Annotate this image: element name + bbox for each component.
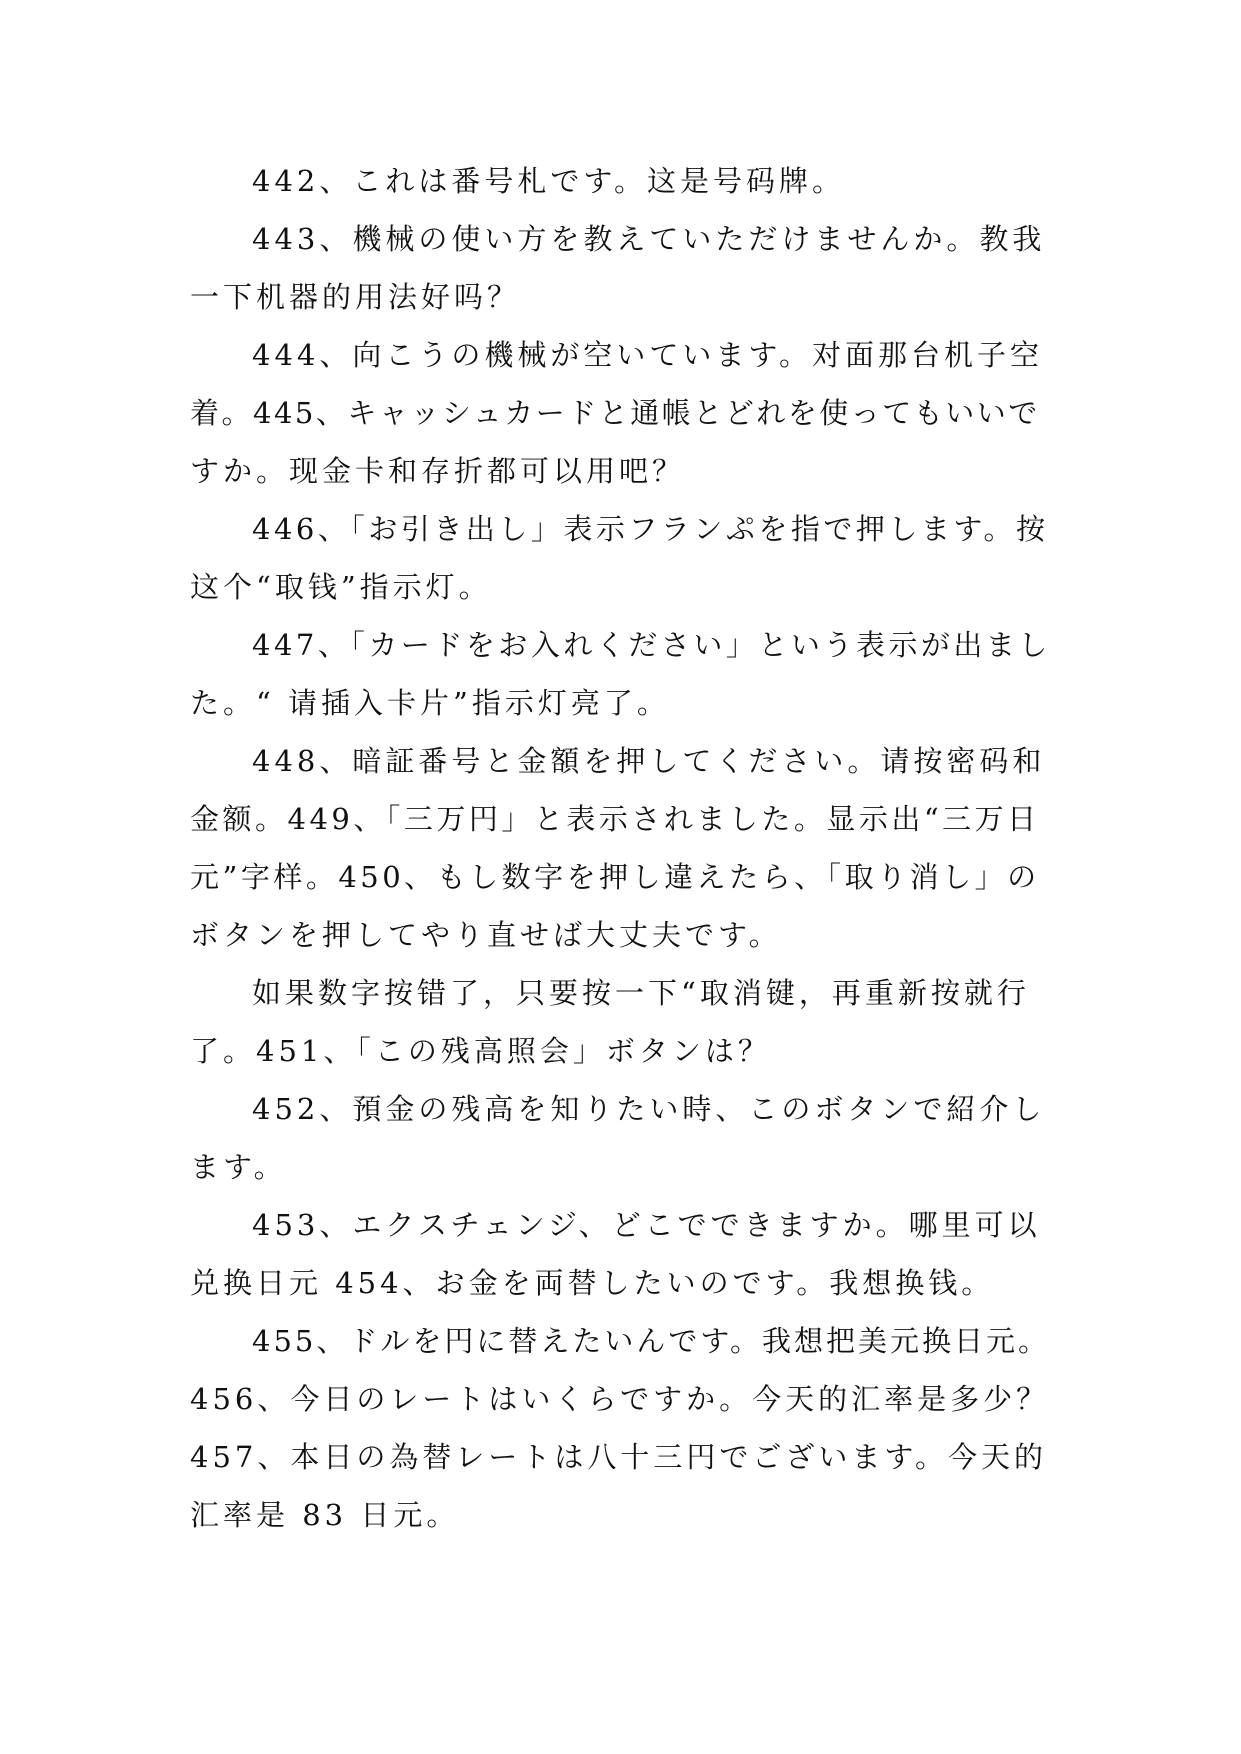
text-line: 着。445、キャッシュカードと通帳とどれを使ってもいいで xyxy=(190,396,1040,430)
text-line: 一下机器的用法好吗？ xyxy=(190,280,521,314)
text-line: すか。现金卡和存折都可以用吧？ xyxy=(190,454,686,488)
text-line: 元”字样。450、もし数字を押し違えたら、「取り消し」の xyxy=(190,860,1040,894)
document-body xyxy=(190,152,1052,1544)
text-line: 汇率是 83 日元。 xyxy=(190,1498,460,1532)
text-line: 452、預金の残高を知りたい時、このボタンで紹介し xyxy=(252,1092,1046,1126)
text-line: 442、これは番号札です。这是号码牌。 xyxy=(252,164,846,198)
text-line: 448、暗証番号と金額を押してください。请按密码和 xyxy=(252,744,1046,778)
text-line: 444、向こうの機械が空いています。对面那台机子空 xyxy=(252,338,1044,372)
text-line: 如果数字按错了，只要按一下“取消键，再重新按就行 xyxy=(252,976,1030,1010)
text-line: 456、今日のレートはいくらですか。今天的汇率是多少？ xyxy=(190,1382,1050,1416)
text-line: 金额。449、「三万円」と表示されました。显示出“三万日 xyxy=(190,802,1040,836)
text-line: 这个“取钱”指示灯。 xyxy=(190,570,492,604)
text-line: 了。451、「この残高照会」ボタンは？ xyxy=(190,1034,771,1068)
text-line: 443、機械の使い方を教えていただけませんか。教我 xyxy=(252,222,1046,256)
text-line: た。“ 请插入卡片”指示灯亮了。 xyxy=(190,686,670,720)
text-line: 457、本日の為替レートは八十三円でございます。今天的 xyxy=(190,1440,1048,1474)
text-line: ます。 xyxy=(190,1150,287,1184)
text-line: 455、ドルを円に替えたいんです。我想把美元换日元。 xyxy=(252,1324,1051,1358)
text-line: ボタンを押してやり直せば大丈夫です。 xyxy=(190,918,782,952)
text-line: 兑换日元 454、お金を両替したいのです。我想换钱。 xyxy=(190,1266,995,1300)
text-line: 446、「お引き出し」表示フランぷを指で押します。按 xyxy=(252,512,1049,546)
text-line: 447、「カードをお入れください」という表示が出まし xyxy=(252,628,1051,662)
text-line: 453、エクスチェンジ、どこでできますか。哪里可以 xyxy=(252,1208,1041,1242)
